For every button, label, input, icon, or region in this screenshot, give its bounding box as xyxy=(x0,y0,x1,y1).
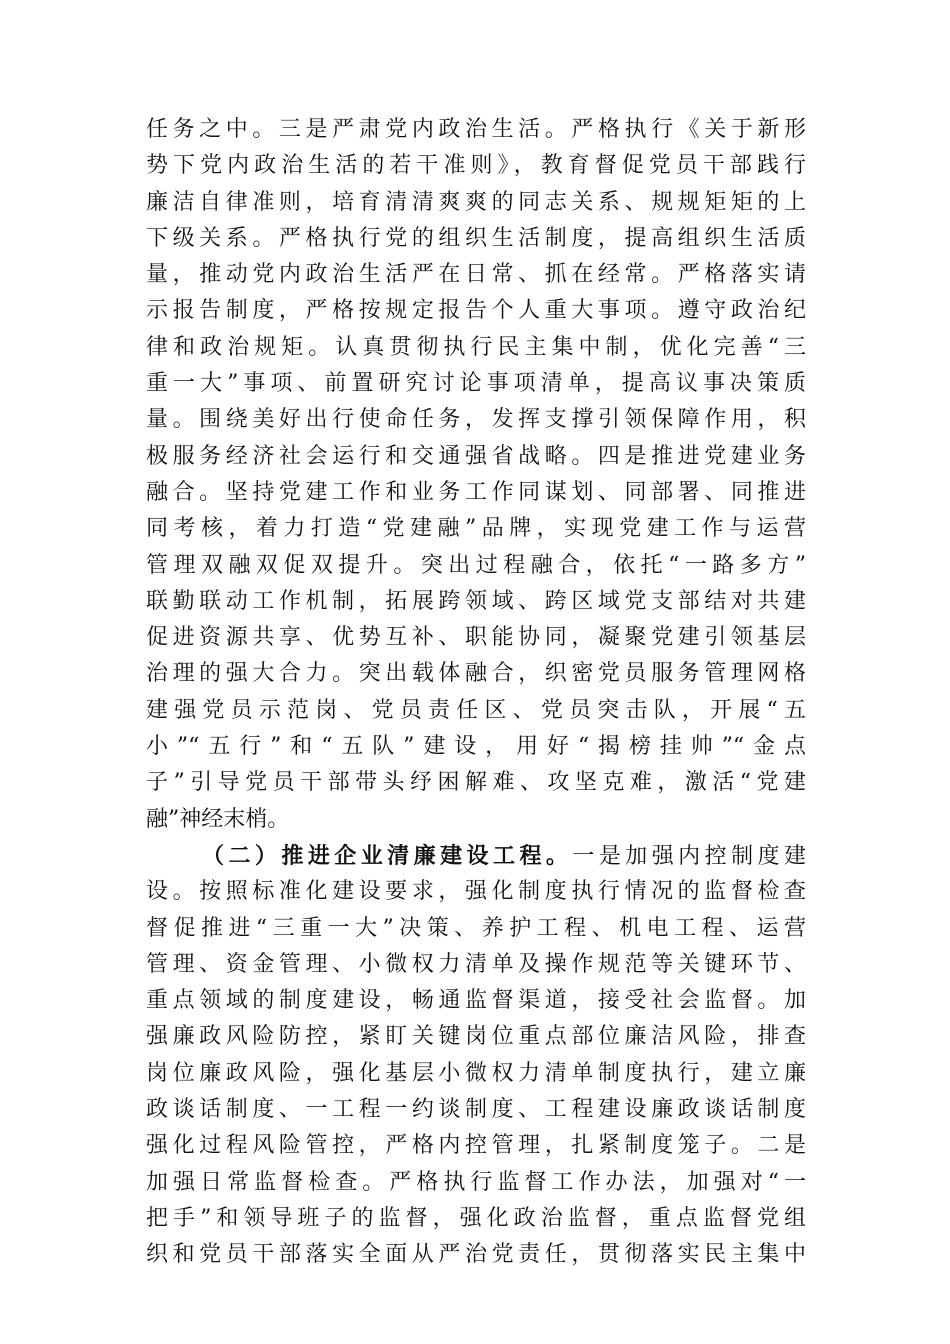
text-line: 把手”和领导班子的监督，强化政治监督，重点监督党组 xyxy=(146,1205,806,1231)
paragraph-2-first-line xyxy=(146,838,806,874)
text-line: 小”“五行”和“五队”建设，用好“揭榜挂帅”“金点 xyxy=(146,734,806,760)
text-run: 一是加强内控制度建 xyxy=(572,843,806,869)
paragraph-2 xyxy=(146,838,806,1274)
section-heading: （二）推进企业清廉建设工程。 xyxy=(202,842,573,869)
text-line: 治理的强大合力。突出载体融合，织密党员服务管理网格 xyxy=(146,661,806,687)
document-body xyxy=(146,112,806,1274)
text-line: 设。按照标准化建设要求，强化制度执行情况的监督检查 xyxy=(146,879,806,905)
text-line: 廉洁自律准则，培育清清爽爽的同志关系、规规矩矩的上 xyxy=(146,189,806,215)
text-line: 融合。坚持党建工作和业务工作同谋划、同部署、同推进 xyxy=(146,479,806,505)
text-line: 量。围绕美好出行使命任务，发挥支撑引领保障作用，积 xyxy=(146,407,806,433)
text-line: 势下党内政治生活的若干准则》，教育督促党员干部践行 xyxy=(146,153,806,179)
text-line: 加强日常监督检查。严格执行监督工作办法，加强对“一 xyxy=(146,1169,806,1195)
text-line: 强廉政风险防控，紧盯关键岗位重点部位廉洁风险，排查 xyxy=(146,1024,806,1050)
text-line: 示报告制度，严格按规定报告个人重大事项。遵守政治纪 xyxy=(146,298,806,324)
text-line: 督促推进“三重一大”决策、养护工程、机电工程、运营 xyxy=(146,915,806,941)
text-line: 重一大”事项、前置研究讨论事项清单，提高议事决策质 xyxy=(146,371,806,397)
text-line: 强化过程风险管控，严格内控管理，扎紧制度笼子。二是 xyxy=(146,1133,806,1159)
text-line: 律和政治规矩。认真贯彻执行民主集中制，优化完善“三 xyxy=(146,334,806,360)
text-line: 融”神经末梢。 xyxy=(146,806,290,832)
text-line: 政谈话制度、一工程一约谈制度、工程建设廉政谈话制度 xyxy=(146,1097,806,1123)
text-line: 极服务经济社会运行和交通强省战略。四是推进党建业务 xyxy=(146,443,806,469)
text-line: 量，推动党内政治生活严在日常、抓在经常。严格落实请 xyxy=(146,262,806,288)
text-line: 下级关系。严格执行党的组织生活制度，提高组织生活质 xyxy=(146,225,806,251)
paragraph-1 xyxy=(146,112,806,838)
text-line: 联勤联动工作机制，拓展跨领域、跨区域党支部结对共建 xyxy=(146,588,806,614)
text-line: 管理、资金管理、小微权力清单及操作规范等关键环节、 xyxy=(146,951,806,977)
text-line: 重点领域的制度建设，畅通监督渠道，接受社会监督。加 xyxy=(146,988,806,1014)
text-line: 岗位廉政风险，强化基层小微权力清单制度执行，建立廉 xyxy=(146,1060,806,1086)
text-line: 管理双融双促双提升。突出过程融合，依托“一路多方” xyxy=(146,552,806,578)
text-line: 同考核，着力打造“党建融”品牌，实现党建工作与运营 xyxy=(146,516,806,542)
text-line: 促进资源共享、优势互补、职能协同，凝聚党建引领基层 xyxy=(146,625,806,651)
text-line: 任务之中。三是严肃党内政治生活。严格执行《关于新形 xyxy=(146,117,806,142)
text-line: 织和党员干部落实全面从严治党责任，贯彻落实民主集中 xyxy=(146,1242,806,1268)
text-line: 子”引导党员干部带头纾困解难、攻坚克难，激活“党建 xyxy=(146,770,806,796)
text-line: 建强党员示范岗、党员责任区、党员突击队，开展“五 xyxy=(146,697,806,723)
